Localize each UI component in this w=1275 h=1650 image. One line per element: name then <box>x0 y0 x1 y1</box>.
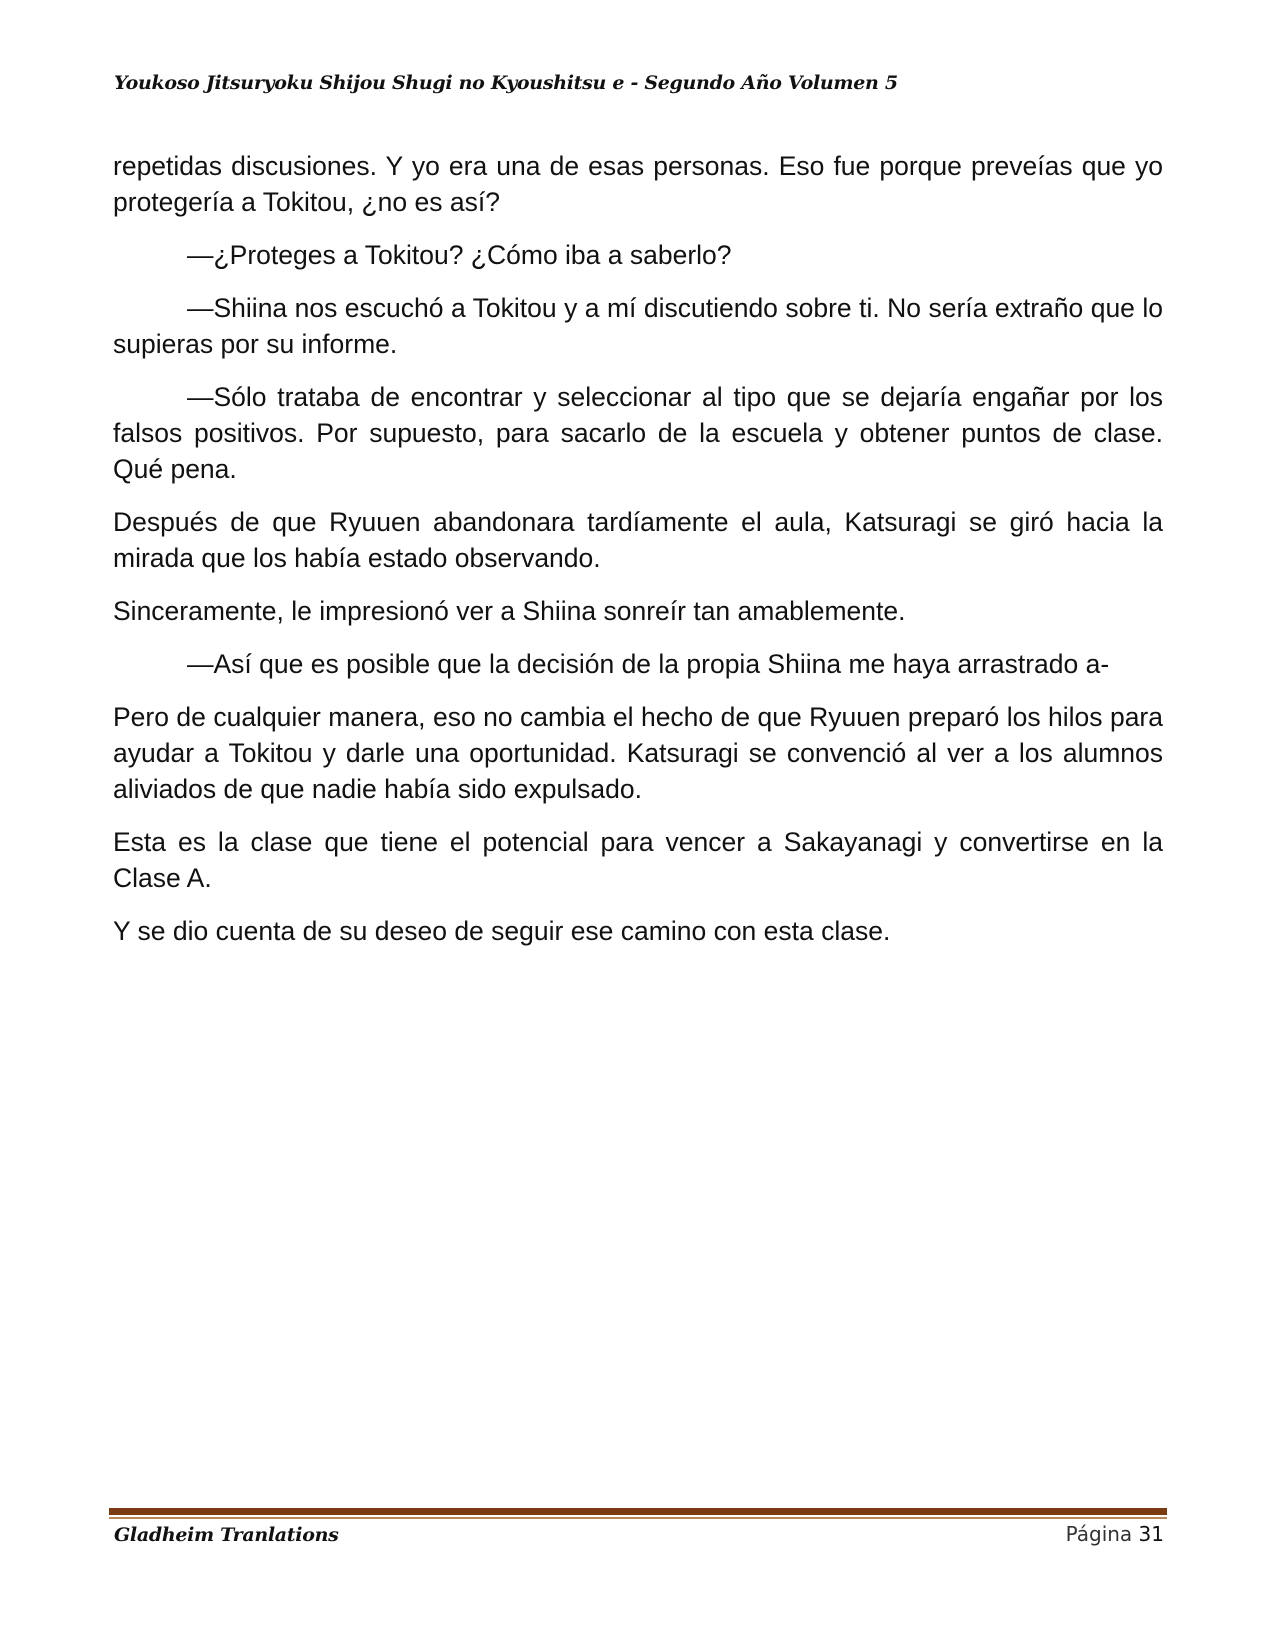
page-header-title: Youkoso Jitsuryoku Shijou Shugi no Kyoushitsu e - Segundo Año Volumen 5 <box>114 72 898 94</box>
body-text <box>113 148 1163 966</box>
footer-publisher: Gladheim Tranlations <box>114 1524 339 1546</box>
paragraph-8: Pero de cualquier manera, eso no cambia el hecho de que Ryuuen preparó los hilos para ayudar a Tokitou y darle una oportunidad. Katsuragi se convenció al ver a los alumnos aliviados de que nadie había sido expulsado. <box>113 702 1163 804</box>
page-number: 31 <box>1138 1522 1164 1546</box>
paragraph-3: —Shiina nos escuchó a Tokitou y a mí discutiendo sobre ti. No sería extraño que lo supieras por su informe. <box>113 293 1163 359</box>
paragraph-6: Sinceramente, le impresionó ver a Shiina sonreír tan amablemente. <box>113 596 906 626</box>
paragraph-2: —¿Proteges a Tokitou? ¿Cómo iba a saberlo? <box>187 240 732 270</box>
paragraph-9: Esta es la clase que tiene el potencial para vencer a Sakayanagi y convertirse en la Clase A. <box>113 827 1163 893</box>
footer-divider-thin <box>109 1517 1167 1519</box>
paragraph-4: —Sólo trataba de encontrar y seleccionar al tipo que se dejaría engañar por los falsos positivos. Por supuesto, para sacarlo de la escuela y obtener puntos de clase. Qué pena. <box>113 382 1163 484</box>
footer-page-indicator <box>1066 1522 1164 1546</box>
paragraph-7: —Así que es posible que la decisión de la propia Shiina me haya arrastrado a- <box>187 649 1110 679</box>
paragraph-5: Después de que Ryuuen abandonara tardíamente el aula, Katsuragi se giró hacia la mirada que los había estado observando. <box>113 507 1163 573</box>
footer-divider <box>109 1508 1167 1515</box>
paragraph-10: Y se dio cuenta de su deseo de seguir ese camino con esta clase. <box>113 916 891 946</box>
paragraph-1: repetidas discusiones. Y yo era una de esas personas. Eso fue porque preveías que yo protegería a Tokitou, ¿no es así? <box>113 151 1163 217</box>
page-label: Página <box>1065 1522 1133 1546</box>
